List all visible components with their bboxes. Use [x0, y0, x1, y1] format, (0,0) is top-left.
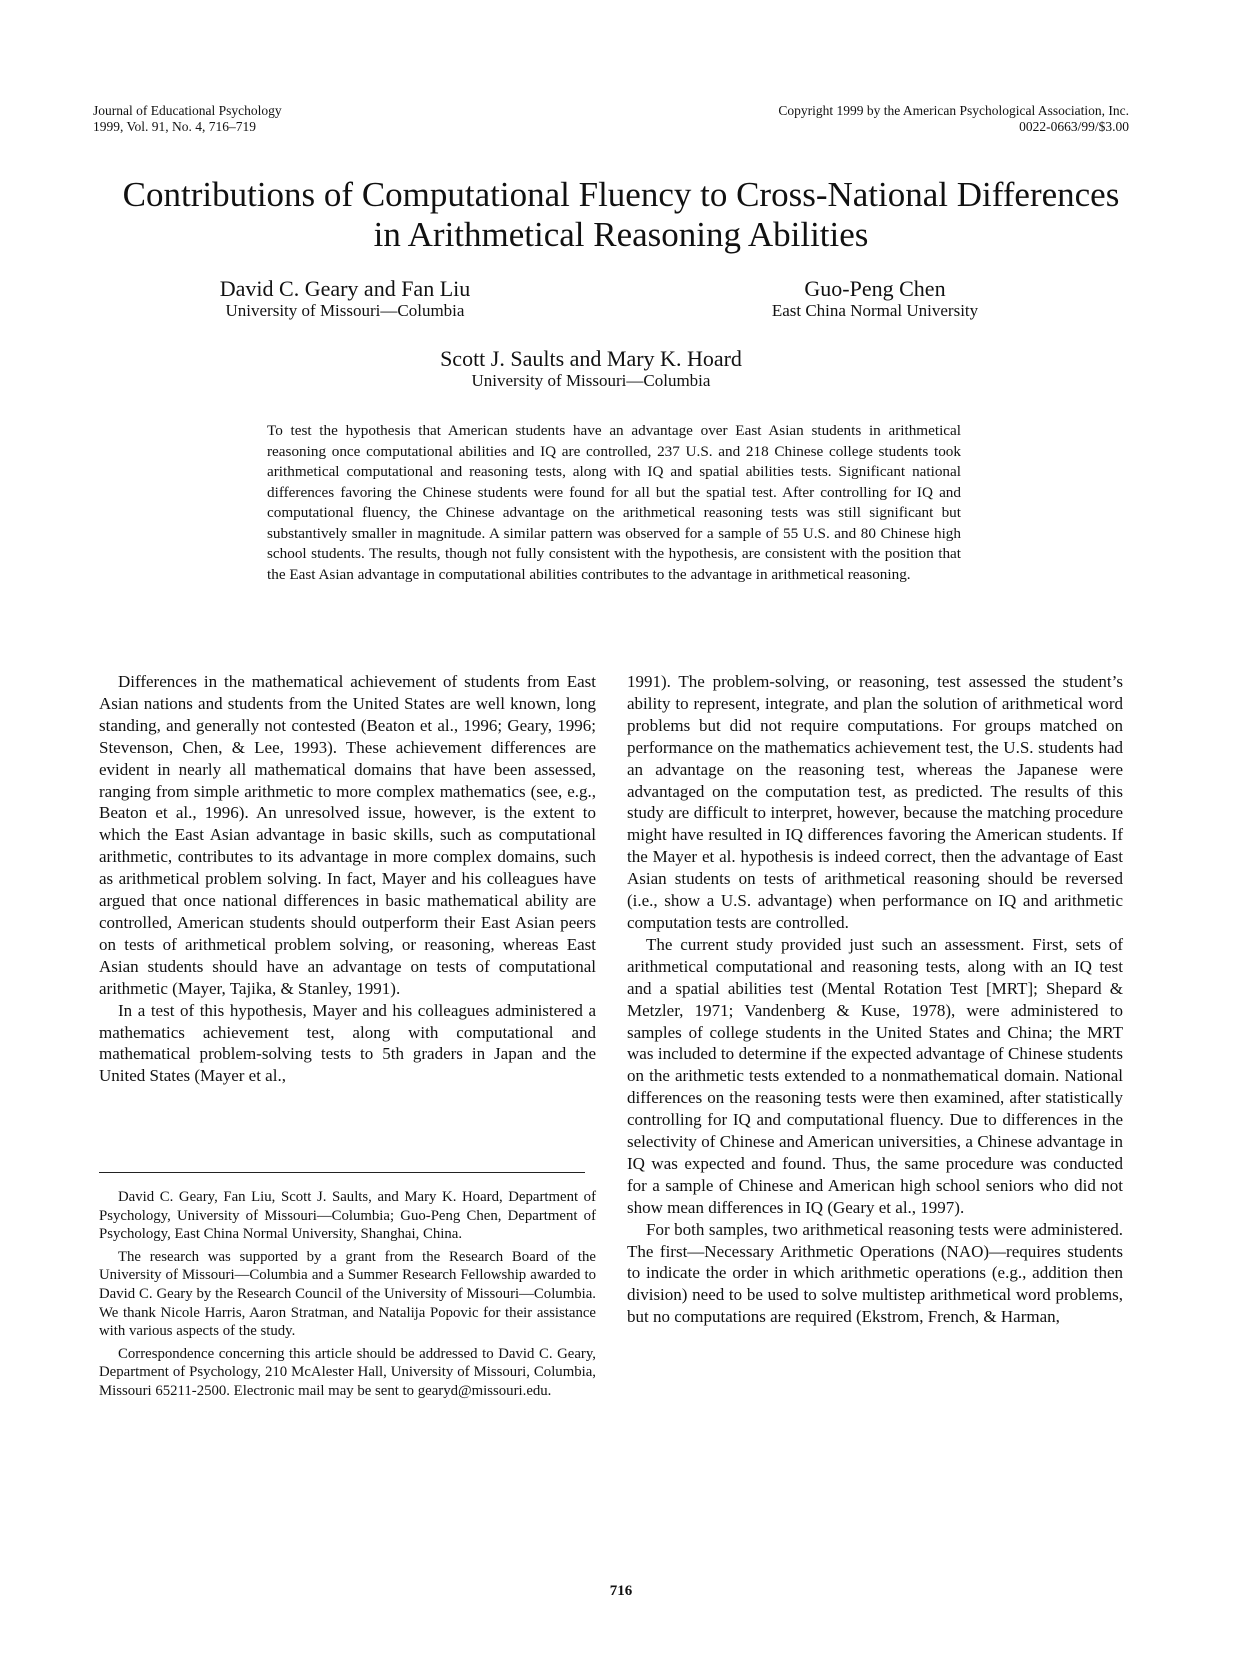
paragraph: For both samples, two arithmetical reasoning tests were administered. The first—Necessary Arithmetic Operations (NAO)—requires students to indicate the order in which arithmetic operations (e.g., addition then division) need to be used to solve multistep arithmetical word problems, but no computations are required (Ekstrom, French, & Harman, [627, 1219, 1123, 1327]
journal-volume: 1999, Vol. 91, No. 4, 716–719 [93, 119, 257, 134]
footnote-paragraph: David C. Geary, Fan Liu, Scott J. Saults, and Mary K. Hoard, Department of Psychology, University of Missouri—Columbia; Guo-Peng Chen, Department of Psychology, East China Normal University, Shanghai, China. [99, 1189, 596, 1243]
footnote-paragraph: The research was supported by a grant from the Research Board of the University of Missouri—Columbia and a Summer Research Fellowship awarded to David C. Geary by the Research Council of the University of Missouri—Columbia. We thank Nicole Harris, Aaron Stratman, and Natalija Popovic for their assistance with various aspects of the study. [99, 1248, 596, 1340]
footnote-divider [99, 1172, 585, 1173]
paragraph: Differences in the mathematical achievement of students from East Asian nations and students from the United States are well known, long standing, and generally not contested (Beaton et al., 1996; Geary, 1996; Stevenson, Chen, & Lee, 1993). These achievement differences are evident in nearly all mathematical domains that have been assessed, ranging from simple arithmetic to more complex mathematics (see, e.g., Beaton et al., 1996). An unresolved issue, however, is the extent to which the East Asian advantage in basic skills, such as computational arithmetic, contributes to its advantage in more complex domains, such as arithmetical problem solving. In fact, Mayer and his colleagues have argued that once national differences in basic mathematical ability are controlled, American students should outperform their East Asian peers on tests of arithmetical problem solving, or reasoning, whereas East Asian students should have an advantage on tests of computational arithmetic (Mayer, Tajika, & Stanley, 1991). [99, 672, 596, 998]
title-line-1: Contributions of Computational Fluency to Cross-National Differences [122, 175, 1120, 214]
title-line-2: in Arithmetical Reasoning Abilities [373, 215, 869, 254]
page-number: 716 [609, 1583, 633, 1599]
copyright-notice [778, 103, 1129, 135]
article-title [0, 175, 1242, 255]
issn-line: 0022-0663/99/$3.00 [1019, 119, 1129, 134]
author-affiliation: University of Missouri—Columbia [471, 371, 711, 390]
abstract: To test the hypothesis that American students have an advantage over East Asian students in arithmetical reasoning once computational abilities and IQ are controlled, 237 U.S. and 218 Chinese college students took arithmetical computational and reasoning tests, along with IQ and spatial abilities tests. Significant national differences favoring the Chinese students were found for all but the spatial test. After controlling for IQ and computational fluency, the Chinese advantage on the arithmetical reasoning tests was still significant but substantively smaller in magnitude. A similar pattern was observed for a sample of 55 U.S. and 80 Chinese high school students. The results, though not fully consistent with the hypothesis, are consistent with the position that the East Asian advantage in computational abilities contributes to the advantage in arithmetical reasoning. [267, 422, 961, 583]
paragraph: In a test of this hypothesis, Mayer and his colleagues administered a mathematics achievement test, along with computational and mathematical problem-solving tests to 5th graders in Japan and the United States (Mayer et al., [99, 1000, 596, 1086]
body-column-left [99, 671, 596, 1087]
author-note [99, 1188, 596, 1405]
author-block-2 [740, 277, 1010, 320]
author-affiliation: University of Missouri—Columbia [225, 301, 465, 320]
copyright-line: Copyright 1999 by the American Psychological Association, Inc. [778, 103, 1129, 118]
journal-name: Journal of Educational Psychology [93, 103, 282, 118]
author-name: Guo-Peng Chen [804, 276, 946, 301]
author-affiliation: East China Normal University [771, 301, 979, 320]
footnote-paragraph: Correspondence concerning this article should be addressed to David C. Geary, Department of Psychology, 210 McAlester Hall, University of Missouri, Columbia, Missouri 65211-2500. Electronic mail may be sent to gearyd@missouri.edu. [99, 1345, 596, 1399]
author-name: Scott J. Saults and Mary K. Hoard [440, 346, 742, 371]
paragraph: The current study provided just such an assessment. First, sets of arithmetical computational and reasoning tests, along with an IQ test and a spatial abilities test (Mental Rotation Test [MRT]; Shepard & Metzler, 1971; Vandenberg & Kuse, 1978), were administered to samples of college students in the United States and China; the MRT was included to determine if the expected advantage of Chinese students on the arithmetic tests extended to a nonmathematical domain. National differences on the reasoning tests were then examined, after statistically controlling for IQ and computational fluency. Due to differences in the selectivity of Chinese and American universities, a Chinese advantage in IQ was expected and found. Thus, the same procedure was conducted for a sample of Chinese and American high school seniors who did not show mean differences in IQ (Geary et al., 1997). [627, 934, 1123, 1217]
author-name: David C. Geary and Fan Liu [219, 276, 471, 301]
journal-citation [93, 103, 282, 135]
body-column-right [627, 671, 1123, 1328]
paragraph: 1991). The problem-solving, or reasoning, test assessed the student’s ability to represent, integrate, and plan the solution of arithmetical word problems but did not require computations. For groups matched on performance on the mathematics achievement test, the U.S. students had an advantage on the reasoning test, whereas the Japanese were advantaged on the computation test, as predicted. The results of this study are difficult to interpret, however, because the matching procedure might have resulted in IQ differences favoring the American students. If the Mayer et al. hypothesis is indeed correct, then the advantage of East Asian students on tests of arithmetical reasoning should be reversed (i.e., show a U.S. advantage) when performance on IQ and arithmetic computation tests are controlled. [627, 672, 1123, 932]
author-block-3 [421, 347, 761, 390]
author-block-1 [200, 277, 490, 320]
